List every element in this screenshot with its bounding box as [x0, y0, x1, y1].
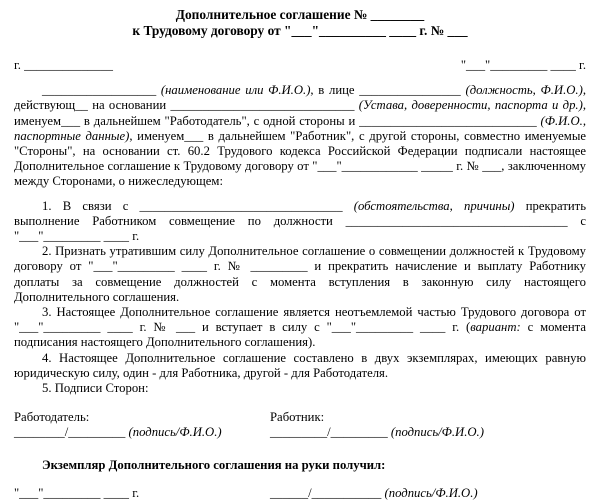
receipt-signature-hint: (подпись/Ф.И.О.) [384, 485, 478, 500]
clause-1-tail-text: прекратить выполнение Работником совмещение по должности ___________________________________ с "___"_________ ____ г. [14, 198, 586, 244]
preamble-paragraph [14, 83, 586, 189]
clause-5-paragraph: 5. Подписи Сторон: [42, 381, 149, 396]
receipt-title: Экземпляр Дополнительного соглашения на руки получил: [42, 457, 386, 472]
document-title [14, 7, 586, 39]
employer-label: Работодатель: [14, 410, 90, 425]
representative-hint: (должность, Ф.И.О.) [465, 83, 583, 98]
city-blank: г. ______________ [14, 58, 113, 72]
worker-name-blank: , именуем___ в дальнейшем "Работодатель", с одной стороны и ____________________________ [14, 98, 586, 128]
header-row [14, 58, 586, 73]
employer-name-hint: (наименование или Ф.И.О.) [160, 83, 311, 98]
worker-signature-line [270, 425, 586, 440]
signatures-block [14, 410, 586, 440]
title-line-2: к Трудовому договору от "___"__________ ____ г. № ___ [132, 23, 468, 38]
receipt-signature-row [14, 486, 586, 501]
worker-signature-blank: _________/_________ [270, 425, 391, 440]
clause-3-text: 3. Настоящее Дополнительное соглашение является неотъемлемой частью Трудового договора от "___"_________ ____ г. № ___ и вступает в силу с "___"_________ ____ г. ( [14, 305, 586, 335]
clause-1-reason-hint: (обстоятельства, причины) [353, 198, 515, 213]
title-line-1: Дополнительное соглашение № ________ [175, 7, 425, 22]
representative-blank: , в лице ________________ [310, 83, 466, 98]
basis-blank: , действующ__ на основании _____________________________ [14, 83, 586, 113]
employer-name-blank: __________________ [42, 83, 161, 98]
employer-signature-blank: ________/_________ [14, 425, 129, 440]
date-blank: "___"_________ ____ г. [460, 58, 586, 72]
worker-signature-column [270, 410, 586, 440]
worker-name-hint: (Ф.И.О., паспортные данные) [14, 113, 586, 143]
worker-signature-hint: (подпись/Ф.И.О.) [390, 425, 484, 440]
employer-signature-line [14, 425, 270, 440]
receipt-signature-line [270, 486, 586, 501]
clause-1-paragraph [14, 199, 586, 245]
receipt-signature-blank: ______/___________ [270, 485, 385, 500]
preamble-tail-text: , именуем___ в дальнейшем "Работник", с другой стороны, совместно именуемые "Стороны", на основании ст. 60.2 Трудового кодекса Российской Федерации подписали настоящее Дополнительное соглашение к Трудовому договору от "___"____________ _____ г. № ___, заключенному между Сторонами, о нижеследующем: [14, 128, 586, 189]
clause-4-paragraph: 4. Настоящее Дополнительное соглашение составлено в двух экземплярах, имеющих равную юридическую силу, один - для Работника, другой - для Работодателя. [14, 350, 586, 380]
clause-3-paragraph [14, 305, 586, 351]
basis-hint: (Устава, доверенности, паспорта и др.) [358, 98, 583, 113]
clause-2-paragraph: 2. Признать утратившим силу Дополнительное соглашение о совмещении должностей к Трудовому договору от "___"_________ ____ г. № _________ и прекратить начисление и выплату Работнику доплаты за совмещение должностей с момента вступления в законную силу настоящего Дополнительного соглашения. [14, 244, 586, 304]
employer-signature-hint: (подпись/Ф.И.О.) [128, 425, 222, 440]
employer-signature-column [14, 410, 270, 440]
clause-3-variant-hint: вариант: [470, 320, 521, 335]
clause-1-reason-blank: 1. В связи с ________________________________ [42, 198, 354, 213]
worker-label: Работник: [270, 410, 325, 425]
clause-3-tail-text: с момента подписания настоящего Дополнительного соглашения). [14, 320, 587, 350]
receipt-date-blank: "___"_________ ____ г. [14, 485, 140, 500]
